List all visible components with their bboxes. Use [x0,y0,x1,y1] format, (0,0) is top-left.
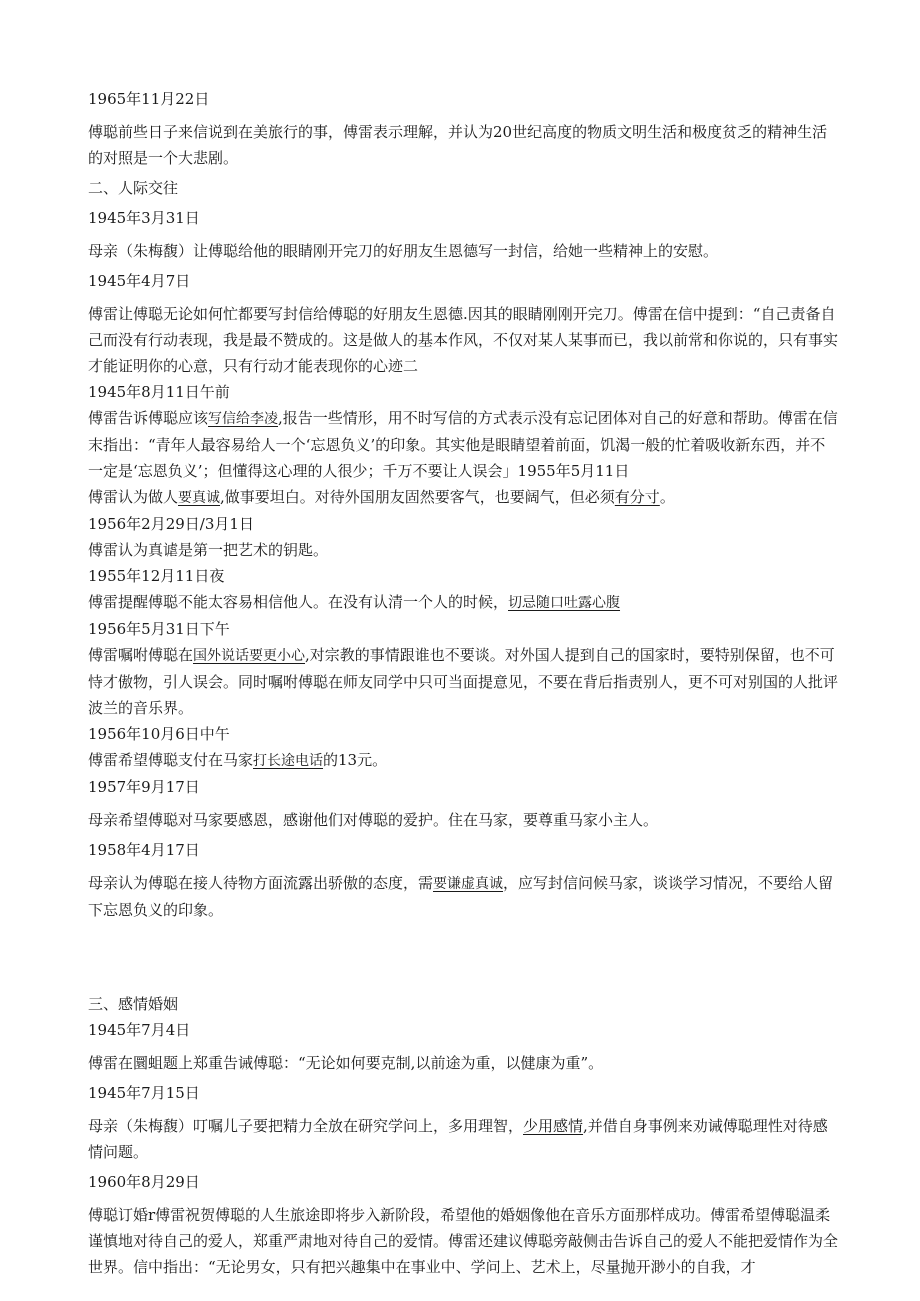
entry-text: 傅雷认为做人要真诚,做事要坦白。对待外国朋友固然要客气，也要阔气，但必须有分寸。 [88,488,675,506]
underlined-phrase: 少用感情 [523,1117,584,1135]
underlined-phrase: 切忌随口吐露心腹 [508,595,621,611]
entry-text: 傅雷告诉傅聪应该写信给李凌,报告一些情形，用不时写信的方式表示没有忘记团体对自己的好意和帮助。傅雷在信末指出：“青年人最容易给人一个‘忘恩负义’的印象。其实他是眼睛望着前面，饥渴一般的忙着吸收新东西，并不一定是‘忘恩负义’；但懂得这心理的人很少；千万不要让人误会」1955年5月11日 [88,409,838,480]
entry-text: 傅雷在圜蛆题上郑重告诫傅聪：“无论如何要克制,以前途为重，以健康为重”。 [88,1054,604,1072]
entry-date: 1956年2月29日/3月1日 [88,515,254,533]
entry-text: 母亲希望傅聪对马家要感恩，感谢他们对傅聪的爱护。住在马家，要尊重马家小主人。 [88,811,659,829]
entry-date: 1956年5月31日下午 [88,620,230,638]
section-heading-3: 三、感情婚姻 [88,995,179,1013]
entry-text: 母亲（朱梅馥）让傅聪给他的眼睛刚开完刀的好朋友生恩德写一封信，给她一些精神上的安慰。 [88,242,719,260]
entry-date: 1945年7月15日 [88,1084,200,1102]
entry-text: 母亲认为傅聪在接人待物方面流露出骄傲的态度，需要谦虚真诚，应写封信问候马家，谈谈学习情况，不要给人留下忘恩负义的印象。 [88,874,834,919]
entry-date: 1958年4月17日 [88,841,200,859]
entry-text: 傅雷嘱咐傅聪在国外说话要更小心,对宗教的事情跟谁也不要谈。对外国人提到自己的国家时，要特别保留，也不可恃才傲物，引人误会。同时嘱咐傅聪在师友同学中只可当面提意见，不要在背后指责别人，更不可对别国的人批评波兰的音乐界。 [88,646,839,717]
underlined-phrase: 写信给李凌 [208,411,279,427]
section-3 [88,991,838,1280]
document-page [88,86,838,1280]
entry-date: 1956年10月6日中午 [88,725,230,743]
underlined-phrase: 要真诚 [178,490,221,506]
entry-text: 傅雷认为真谑是第一把艺术的钥匙。 [88,541,329,559]
entry-text: 傅雷提醒傅聪不能太容易相信他人。在没有认清一个人的时候，切忌随口吐露心腹 [88,593,621,611]
entry-date: 1945年3月31日 [88,209,200,227]
underlined-phrase: 要谦虚真诚 [433,876,504,892]
entry-text: 母亲（朱梅馥）叮嘱儿子要把精力全放在研究学问上，多用理智，少用感情,并借自身事例来劝诫傅聪理性对待感情问题。 [88,1117,828,1161]
entry-date: 1945年8月11日午前 [88,383,230,401]
entry-text: 傅雷希望傅聪支付在马家打长途电话的13元。 [88,751,388,769]
entry-date: 1955年12月11日夜 [88,567,225,585]
underlined-phrase: 打长途电话 [253,753,324,769]
underlined-phrase: 有分寸 [614,488,660,506]
section-heading-2: 二、人际交往 [88,179,179,197]
entry-text: 傅聪订婚r傅雷祝贺傅聪的人生旅途即将步入新阶段，希望他的婚姻像他在音乐方面那样成功。傅雷希望傅聪温柔谨慎地对待自己的爱人，郑重严肃地对待自己的爱情。傅雷还建议傅聪旁敲侧击告诉自己的爱人不能把爱情作为全世界。信中指出：“无论男女，只有把兴趣集中在事业中、学问上、艺术上，尽量抛开渺小的自我，才 [88,1206,839,1276]
entry-text: 傅聪前些日子来信说到在美旅行的事，傅雷表示理解，并认为20世纪高度的物质文明生活和极度贫乏的精神生活的对照是一个大悲剧。 [88,123,828,167]
entry-date: 1965年11月22日 [88,90,210,108]
entry-date: 1945年4月7日 [88,272,191,290]
underlined-phrase: 国外说话要更小心 [193,648,306,664]
entry-date: 1945年7月4日 [88,1021,191,1039]
entry-date: 1957年9月17日 [88,778,200,796]
entry-date: 1960年8月29日 [88,1173,200,1191]
entry-text: 傅雷让傅聪无论如何忙都要写封信给傅聪的好朋友生恩德.因其的眼睛刚刚开完刀。傅雷在信中提到：“自己责备自己而没有行动表现，我是最不赞成的。这是做人的基本作风，不仅对某人某事而已，我以前常和你说的，只有事实才能证明你的心意，只有行动才能表现你的心迹二 [88,305,839,375]
